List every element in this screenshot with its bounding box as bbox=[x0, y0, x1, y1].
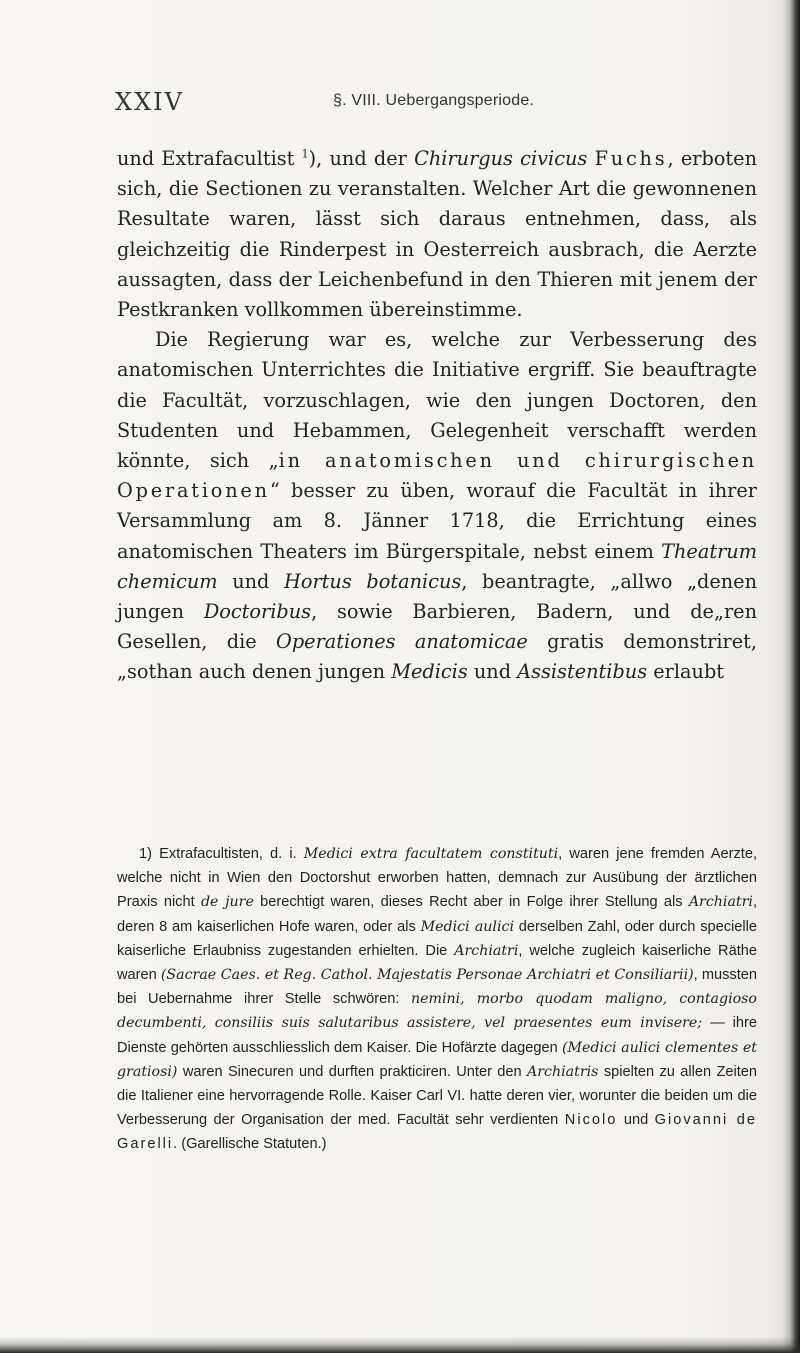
latin-term: Theatrum chemicum bbox=[117, 539, 757, 593]
latin-term: (Sacrae Caes. et Reg. Cathol. Majestatis Personae Archiatri et Consiliarii) bbox=[160, 967, 694, 984]
main-text bbox=[117, 144, 757, 688]
text-run: und Extrafacultist bbox=[117, 147, 302, 170]
person-name: Nicolo bbox=[564, 1112, 618, 1129]
text-run: berechtigt waren, dieses Recht aber in Folge ihrer Stellung als bbox=[253, 894, 689, 911]
page-bottom-shadow bbox=[0, 1337, 800, 1353]
text-run: , sowie Barbieren, Badern, und de„ren Gesellen, die bbox=[117, 600, 757, 654]
text-run: , beantragte, „allwo „denen jungen bbox=[117, 569, 757, 624]
latin-term: Archiatri bbox=[454, 942, 519, 959]
footnote-marker: 1 bbox=[139, 846, 148, 862]
footnote bbox=[117, 842, 757, 1157]
text-run: erlaubt bbox=[647, 660, 725, 684]
text-run: und bbox=[467, 660, 518, 684]
latin-term: Archiatri bbox=[688, 894, 753, 911]
text-run: , erboten sich, die Sectionen zu veranstalten. Welcher Art die gewonnenen Resultate waren, lässt sich daraus entnehmen, dass, als gleichzeitig die Rinderpest in Oesterreich ausbrach, die Aerzte aussagten, dass der Leichenbefund in den Thieren mit jenem der Pestkranken vollkommen übereinstimme. bbox=[117, 147, 757, 322]
latin-term: Archiatris bbox=[527, 1063, 599, 1080]
latin-term: Medicis bbox=[391, 660, 468, 684]
latin-term: Operationes anatomicae bbox=[276, 630, 528, 654]
running-header: §. VIII. Uebergangsperiode. bbox=[333, 92, 535, 109]
text-run: , welche zugleich kaiserliche Räthe waren bbox=[117, 942, 757, 984]
latin-term: Assistentibus bbox=[517, 660, 648, 684]
latin-term: Hortus botanicus bbox=[284, 569, 462, 593]
paragraph-2 bbox=[117, 325, 757, 687]
text-run: ) Extrafacultisten, d. i. bbox=[147, 846, 304, 862]
latin-term: nemini, morbo quodam maligno, contagioso decumbenti, consiliis suis salutaribus assistere, vel praesentes eum invisere; bbox=[117, 991, 757, 1032]
text-run: derselben Zahl, oder durch specielle kaiserliche Erlaubniss zugestanden erhielten. Die bbox=[117, 918, 757, 959]
page-edge-shadow bbox=[782, 0, 800, 1353]
person-name: Fuchs bbox=[594, 147, 668, 170]
latin-term: (Medici aulici clementes et gratiosi) bbox=[117, 1039, 757, 1080]
text-run: , waren jene fremden Aerzte, welche nicht in Wien den Doctorshut erworben hatten, demnach zur Ausübung der ärztlichen Praxis nicht bbox=[117, 846, 758, 911]
text-run: waren Sinecuren und durften prakticiren. Unter den bbox=[177, 1063, 528, 1080]
text-run: ), und der bbox=[308, 147, 415, 170]
text-run: . (Garellische Statuten.) bbox=[173, 1136, 327, 1153]
footnote-reference: 1 bbox=[301, 147, 309, 161]
latin-term: de jure bbox=[200, 894, 254, 911]
text-run: — ihre Dienste gehörten ausschliesslich dem Kaiser. Die Hofärzte dagegen bbox=[117, 1015, 757, 1056]
text-run: spielten zu allen Zeiten die Italiener eine hervorragende Rolle. Kaiser Carl VI. hatte deren vier, worunter die beiden um die Verbesserung der Organisation der med. Facultät sehr verdienten bbox=[117, 1063, 758, 1129]
person-name: Giovanni de Garelli bbox=[117, 1112, 757, 1153]
text-run: Die Regierung war es, welche zur Verbesserung des anatomischen Unterrichtes die Initiative ergriff. Sie beauftragte die Facultät, vorzuschlagen, wie den jungen Doctoren, den Studenten und Hebammen, Gelegenheit verschafft werden könnte, sich „ bbox=[117, 328, 757, 473]
text-run: “ besser zu üben, worauf die Facultät in ihrer Versammlung am 8. Jänner 1718, die Errichtung eines anatomischen Theaters im Bürgerspitale, nebst einem bbox=[117, 479, 757, 563]
page-number: XXIV bbox=[115, 88, 184, 116]
latin-term: Medici extra facultatem constituti bbox=[303, 846, 559, 862]
latin-term: Medici aulici bbox=[420, 918, 514, 935]
paragraph-1 bbox=[117, 144, 757, 325]
text-run: und bbox=[217, 569, 285, 593]
text-run bbox=[587, 147, 594, 170]
text-run: gratis demonstriret, „sothan auch denen jungen bbox=[117, 630, 757, 684]
emphasized-phrase: in anatomischen und chirurgischen Operationen bbox=[117, 449, 757, 503]
latin-term: Chirurgus civicus bbox=[414, 147, 588, 170]
footnote-text bbox=[117, 842, 757, 1157]
text-run: , deren 8 am kaiserlichen Hofe waren, oder als bbox=[117, 894, 758, 935]
text-run: und bbox=[617, 1112, 655, 1129]
text-run: , mussten bei Uebernahme ihrer Stelle schwören: bbox=[117, 967, 757, 1008]
latin-term: Doctoribus bbox=[203, 600, 312, 624]
